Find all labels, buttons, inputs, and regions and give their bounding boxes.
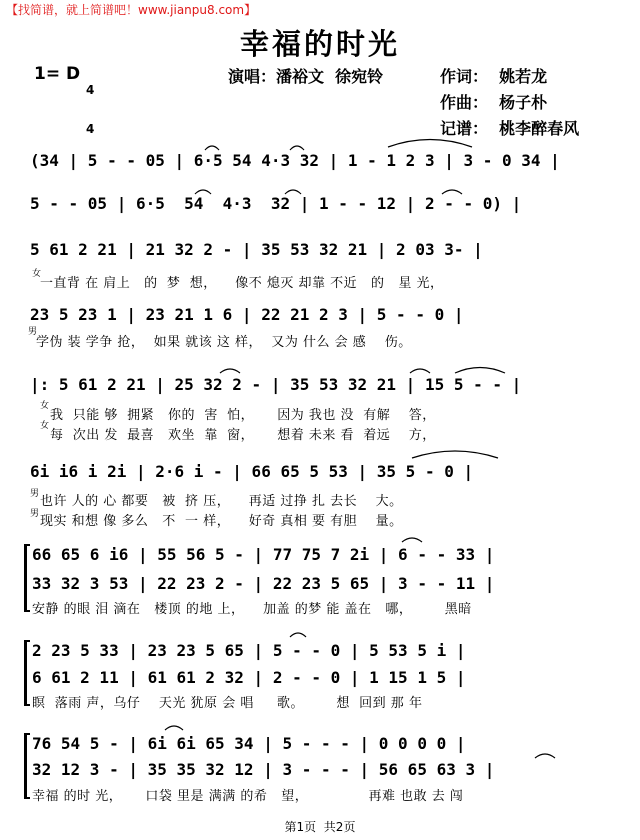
verse3-notes: |: 5 61 2 21 | 25 32 2 - | 35 53 32 21 | 15 5 - - | <box>30 375 522 394</box>
chorus3-lower-notes: 32 12 3 - | 35 35 32 12 | 3 - - - | 56 65 63 3 | <box>32 760 495 779</box>
verse3-lyric-2: 每 次出 发 最喜 欢坐 靠 窗， 想着 未来 看 着远 方， <box>50 428 436 443</box>
slur-arc <box>290 633 306 637</box>
meter-top: 4 <box>86 83 95 97</box>
verse2-notes: 23 5 23 1 | 23 21 1 6 | 22 21 2 3 | 5 - - 0 | <box>30 305 464 324</box>
male-part-tag: 男 <box>30 509 40 519</box>
chorus2-lyric: 瞑 落雨 声，乌仔 天光 犹原 会 唱 歌。 想 回到 那 年 <box>32 696 423 711</box>
chorus1-upper-notes: 66 65 6 i6 | 55 56 5 - | 77 75 7 2i | 6 - - 33 | <box>32 545 495 564</box>
verse4-notes: 6i i6 i 2i | 2·6 i - | 66 65 5 53 | 35 5 - 0 | <box>30 462 474 481</box>
slur-arc <box>220 369 240 373</box>
verse2-lyric: 学伪 装 学争 抢， 如果 就该 这 样， 又为 什么 会 感 伤。 <box>36 335 412 350</box>
chorus1-lyric: 安静 的眼 泪 滴在 楼顶 的地 上， 加盖 的梦 能 盖在 哪， 黑暗 <box>32 602 472 617</box>
key-signature: 1= D <box>34 64 81 84</box>
slur-arc <box>412 451 498 458</box>
slur-arc <box>285 190 301 194</box>
verse3-lyric-1: 我 只能 够 拥紧 你的 害 怕， 因为 我也 没 有解 答， <box>50 408 436 423</box>
slur-arc <box>205 146 219 150</box>
site-watermark: 【找简谱，就上简谱吧！www.jianpu8.com】 <box>6 3 257 17</box>
slur-arc <box>402 538 422 542</box>
intro-line-2: 5 - - 05 | 6·5 54 4·3 32 | 1 - - 12 | 2 - - 0) | <box>30 194 522 213</box>
chorus2-lower-notes: 6 61 2 11 | 61 61 2 32 | 2 - - 0 | 1 15 1 5 | <box>32 668 466 687</box>
verse4-lyric-1: 也许 人的 心 都要 被 挤 压， 再适 过挣 扎 去长 大。 <box>40 494 403 509</box>
transcriber-credit: 记谱： 桃李醉春风 <box>440 119 580 138</box>
female-part-tag: 女 <box>40 421 50 431</box>
chorus3-upper-notes: 76 54 5 - | 6i 6i 65 34 | 5 - - - | 0 0 0 0 | <box>32 734 466 753</box>
lyricist-credit: 作词： 姚若龙 <box>440 67 548 86</box>
slur-arc <box>442 190 462 194</box>
page-footer: 第1页 共2页 <box>284 820 356 834</box>
male-part-tag: 男 <box>28 327 38 337</box>
female-part-tag: 女 <box>40 401 50 411</box>
slur-arc <box>455 368 505 374</box>
slur-arc <box>290 146 304 150</box>
chorus3-lyric: 幸福 的时 光， 口袋 里是 满满 的希 望， 再难 也敢 去 闯 <box>32 789 464 804</box>
slur-arc <box>410 369 430 373</box>
verse1-lyric: 一直背 在 肩上 的 梦 想， 像不 熄灭 却靠 不近 的 星 光， <box>40 276 444 291</box>
slur-arc <box>388 140 472 148</box>
slur-arc <box>535 754 555 758</box>
intro-line-1: (34 | 5 - - 05 | 6·5 54 4·3 32 | 1 - 1 2 3 | 3 - 0 34 | <box>30 151 560 170</box>
male-part-tag: 男 <box>30 489 40 499</box>
slur-arc <box>195 190 211 194</box>
verse1-notes: 5 61 2 21 | 21 32 2 - | 35 53 32 21 | 2 03 3- | <box>30 240 483 259</box>
verse4-lyric-2: 现实 和想 像 多么 不 一 样， 好奇 真相 要 有胆 量。 <box>40 514 403 529</box>
singers-credit: 演唱：潘裕文 徐宛铃 <box>228 67 384 86</box>
meter-bottom: 4 <box>86 122 95 136</box>
chorus2-upper-notes: 2 23 5 33 | 23 23 5 65 | 5 - - 0 | 5 53 5 i | <box>32 641 466 660</box>
chorus1-lower-notes: 33 32 3 53 | 22 23 2 - | 22 23 5 65 | 3 - - 11 | <box>32 574 495 593</box>
female-part-tag: 女 <box>32 269 42 279</box>
song-title: 幸福的时光 <box>239 27 400 61</box>
composer-credit: 作曲： 杨子朴 <box>440 93 548 112</box>
slur-arc <box>165 726 183 730</box>
